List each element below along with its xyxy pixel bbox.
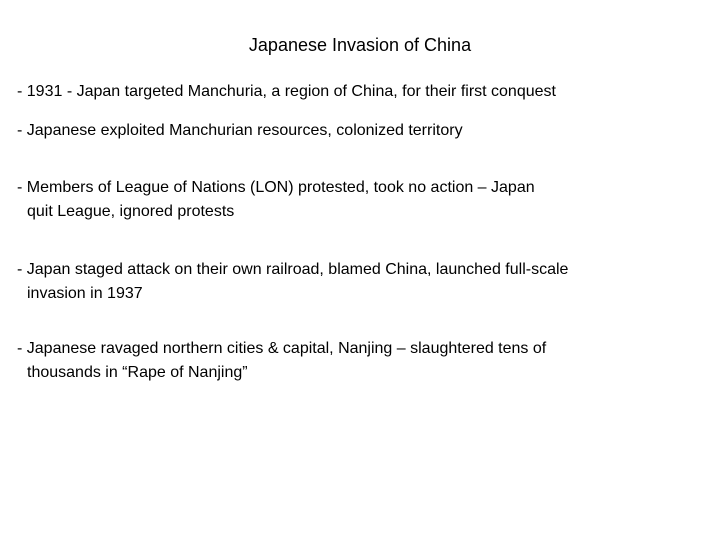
bullet-text-line: - Members of League of Nations (LON) protested, took no action – Japan <box>17 179 535 196</box>
bullet-text-continuation: thousands in “Rape of Nanjing” <box>27 364 248 381</box>
bullet-point <box>17 258 697 306</box>
bullet-point <box>17 119 697 143</box>
bullet-text-line: - 1931 - Japan targeted Manchuria, a region of China, for their first conquest <box>17 83 556 100</box>
bullet-text-line: - Japan staged attack on their own railroad, blamed China, launched full-scale <box>17 261 569 278</box>
bullet-point <box>17 176 697 224</box>
bullet-text-continuation: invasion in 1937 <box>27 285 143 302</box>
slide-title: Japanese Invasion of China <box>248 35 472 55</box>
bullet-text-continuation: quit League, ignored protests <box>27 203 235 220</box>
bullet-text-line: - Japanese ravaged northern cities & capital, Nanjing – slaughtered tens of <box>17 340 547 357</box>
bullet-point <box>17 337 697 385</box>
bullet-text-line: - Japanese exploited Manchurian resources, colonized territory <box>17 122 463 139</box>
bullet-point <box>17 80 697 104</box>
